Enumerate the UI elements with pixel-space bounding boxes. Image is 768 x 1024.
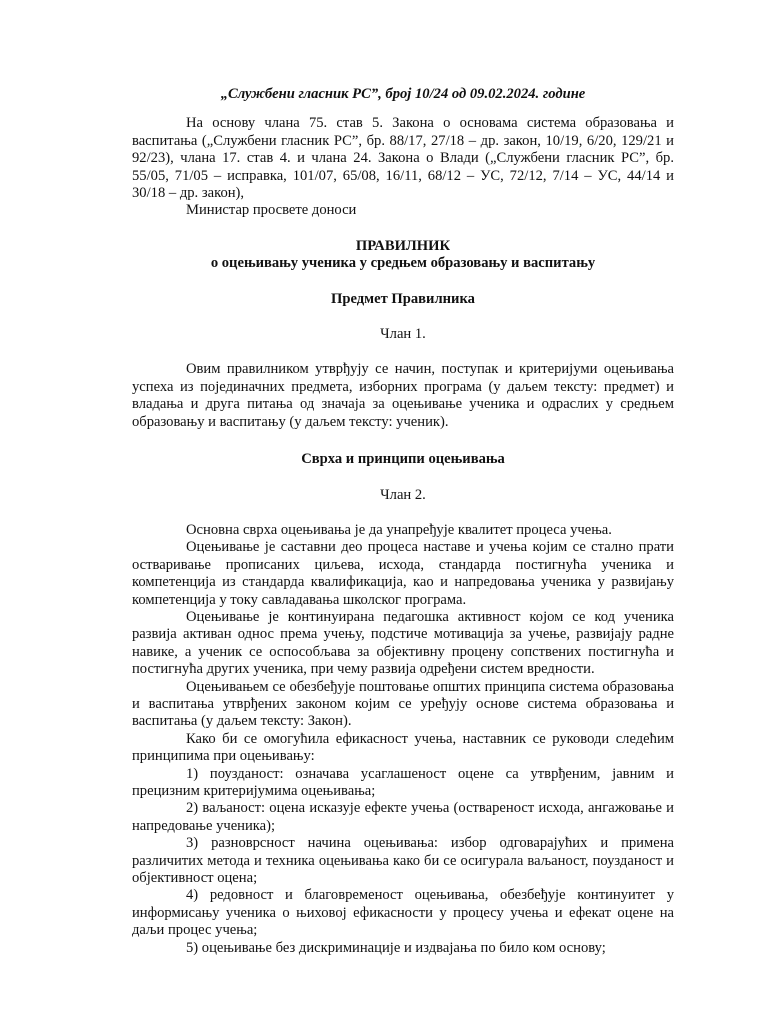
article-2-number: Члан 2.: [380, 486, 426, 503]
principle-list-item: 5) оцењивање без дискриминације и издвајања по било ком основу;: [186, 939, 606, 956]
article-1-number: Члан 1.: [380, 326, 426, 343]
document-title: ПРАВИЛНИК: [355, 237, 451, 254]
principle-list-item: 2) ваљаност: оцена исказује ефекте учења (оствареност исхода, ангажовање и напредовање ученика);: [132, 800, 674, 834]
article-1-paragraph: Овим правилником утврђују се начин, поступак и критеријуми оцењивања успеха из појединачних предмета, изборних програма (у даљем тексту: предмет) и владања и друга питања од значаја за оцењивање ученика и одраслих у средњем образовању и васпитању (у даљем тексту: ученик).: [132, 361, 674, 430]
section-heading-purpose: Сврха и принципи оцењивања: [301, 451, 505, 468]
principle-list-item: 1) поузданост: означава усаглашеност оцене са утврђеним, јавним и прецизним критеријумима оцењивања;: [132, 765, 674, 799]
section-heading-subject: Предмет Правилника: [331, 290, 475, 307]
document-content: [132, 86, 674, 957]
article-2-paragraph: Оцењивање је континуирана педагошка активност којом се код ученика развија активан однос према учењу, подстиче мотивација за учење, развијају радне навике, а ученик се оспособљава за објективну процену сопствених постигнућа и постигнућа других ученика, при чему развија одређени систем вредности.: [132, 608, 674, 678]
preamble-legal-basis: На основу члана 75. став 5. Закона о основама система образовања и васпитања („Службени гласник РС”, бр. 88/17, 27/18 – др. закон, 10/19, 6/20, 129/21 и 92/23), члана 17. став 4. и члана 24. Закона о Влади („Службени гласник РС”, бр. 55/05, 71/05 – исправка, 101/07, 65/08, 16/11, 68/12 – УС, 72/12, 7/14 – УС, 44/14 и 30/18 – др. закон),: [132, 115, 674, 202]
gazette-reference: „Службени гласник РС”, број 10/24 од 09.02.2024. године: [220, 86, 586, 102]
principle-list-item: 3) разноврсност начина оцењивања: избор одговарајућих и примена различитих метода и техника оцењивања како би се осигурала ваљаност, поузданост и објективност оцена;: [132, 835, 674, 887]
article-2-paragraph: Основна сврха оцењивања је да унапређује квалитет процеса учења.: [186, 521, 612, 538]
article-2-paragraph: Оцењивањем се обезбеђује поштовање општих принципа система образовања и васпитања утврђених законом којим се уређују основе система образовања и васпитања (у даљем тексту: Закон).: [132, 678, 674, 730]
preamble-minister: Министар просвете доноси: [186, 202, 357, 219]
article-2-paragraph: Како би се омогућила ефикасност учења, наставник се руководи следећим принципима при оцењивању:: [132, 730, 674, 765]
article-2-paragraph: Оцењивање је саставни део процеса наставе и учења којим се стално прати остваривање прописаних циљева, исхода, стандарда постигнућа ученика и компетенција из стандарда квалификација, као и напредовања ученика у развијању компетенција у току савладавања школског програма.: [132, 539, 674, 608]
principle-list-item: 4) редовност и благовременост оцењивања, обезбеђује континуитет у информисању ученика о њиховој ефикасности у процесу учења и ефекат оцене на даљи процес учења;: [132, 887, 674, 939]
document-subtitle: о оцењивању ученика у средњем образовању и васпитању: [210, 255, 596, 272]
